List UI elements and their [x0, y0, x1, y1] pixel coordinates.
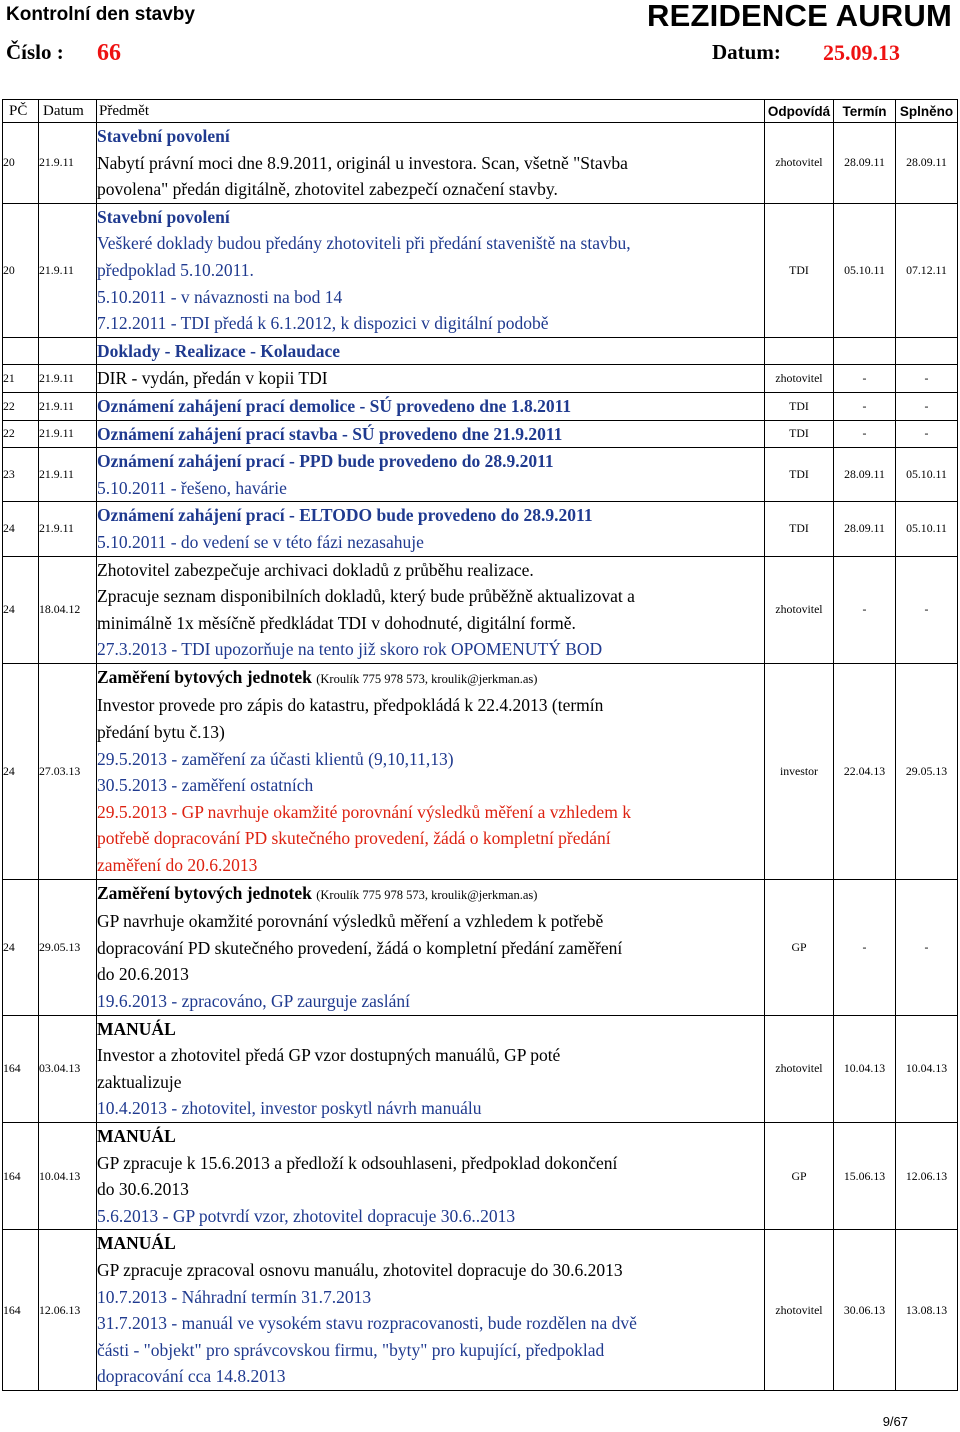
item-line: 29.5.2013 - GP navrhuje okamžité porovnání výsledků měření a vzhledem k	[97, 801, 631, 822]
cell-empty	[3, 337, 39, 365]
cell-termin: 28.09.11	[834, 502, 896, 556]
cell-pc: 24	[3, 556, 39, 663]
cell-pc: 22	[3, 392, 39, 420]
cell-predmet	[97, 420, 765, 448]
item-line: Oznámení zahájení prací stavba - SÚ provedeno dne 21.9.2011	[97, 423, 563, 444]
col-header-termin: Termín	[834, 100, 896, 123]
cell-datum: 10.04.13	[39, 1122, 97, 1229]
cell-splneno: 10.04.13	[896, 1015, 958, 1122]
item-heading: MANUÁL	[97, 1233, 176, 1254]
item-heading: MANUÁL	[97, 1018, 176, 1039]
cell-predmet	[97, 879, 765, 1015]
table-row	[3, 1015, 958, 1122]
item-line: Zhotovitel zabezpečuje archivaci dokladů z průběhu realizace.	[97, 559, 534, 580]
item-line: 19.6.2013 - zpracováno, GP zaurguje zaslání	[97, 991, 410, 1011]
item-line: 5.10.2011 - řešeno, havárie	[97, 477, 287, 498]
item-line: předání bytu č.13)	[97, 722, 225, 743]
item-line: předpoklad 5.10.2011.	[97, 259, 254, 280]
cell-termin: 28.09.11	[834, 123, 896, 204]
cell-splneno: -	[896, 365, 958, 393]
cell-odpovida: TDI	[765, 502, 834, 556]
item-heading: Stavební povolení	[97, 126, 230, 146]
item-line: dopracování cca 14.8.2013	[97, 1366, 286, 1387]
cell-odpovida: TDI	[765, 392, 834, 420]
cell-datum: 21.9.11	[39, 365, 97, 393]
cell-termin: 28.09.11	[834, 448, 896, 502]
cell-odpovida: GP	[765, 1122, 834, 1229]
contact-note: (Kroulík 775 978 573, kroulik@jerkman.as)	[316, 887, 538, 902]
cell-splneno: 28.09.11	[896, 123, 958, 204]
cell-splneno: -	[896, 392, 958, 420]
item-line: 31.7.2013 - manuál ve vysokém stavu rozpracovanosti, bude rozdělen na dvě	[97, 1313, 637, 1334]
cell-termin: 22.04.13	[834, 663, 896, 879]
item-heading: MANUÁL	[97, 1125, 176, 1146]
cell-splneno: 13.08.13	[896, 1230, 958, 1391]
cell-odpovida: zhotovitel	[765, 556, 834, 663]
cell-datum: 21.9.11	[39, 392, 97, 420]
item-heading: Zaměření bytových jednotek	[97, 666, 312, 687]
item-line: zaktualizuje	[97, 1071, 182, 1092]
document-title: Kontrolní den stavby	[6, 4, 195, 25]
item-line: do 30.6.2013	[97, 1179, 189, 1200]
item-line: 30.5.2013 - zaměření ostatních	[97, 775, 314, 796]
table-row	[3, 448, 958, 502]
cell-empty	[765, 337, 834, 365]
item-line: GP navrhuje okamžité porovnání výsledků měření a vzhledem k potřebě	[97, 911, 604, 932]
cell-termin: 15.06.13	[834, 1122, 896, 1229]
item-line: části - "objekt" pro správcovskou firmu, "byty" pro kupující, předpoklad	[97, 1339, 605, 1360]
cell-splneno: 05.10.11	[896, 502, 958, 556]
cell-pc: 23	[3, 448, 39, 502]
table-row	[3, 365, 958, 393]
cell-pc: 164	[3, 1015, 39, 1122]
item-line: Veškeré doklady budou předány zhotoviteli při předání staveniště na stavbu,	[97, 233, 631, 254]
item-line: 5.10.2011 - do vedení se v této fázi nezasahuje	[97, 531, 424, 552]
number-label: Číslo :	[6, 40, 64, 64]
col-header-datum: Datum	[39, 100, 97, 123]
cell-termin: 10.04.13	[834, 1015, 896, 1122]
cell-odpovida: zhotovitel	[765, 1015, 834, 1122]
table-row	[3, 203, 958, 337]
cell-predmet	[97, 365, 765, 393]
cell-splneno: 07.12.11	[896, 203, 958, 337]
number-value: 66	[97, 40, 121, 66]
cell-predmet	[97, 123, 765, 204]
item-line: 10.7.2013 - Náhradní termín 31.7.2013	[97, 1286, 372, 1307]
cell-splneno: -	[896, 556, 958, 663]
cell-odpovida: TDI	[765, 448, 834, 502]
table-row	[3, 879, 958, 1015]
col-header-splneno: Splněno	[896, 100, 958, 123]
cell-odpovida: TDI	[765, 203, 834, 337]
item-heading: Zaměření bytových jednotek	[97, 882, 312, 903]
cell-odpovida: zhotovitel	[765, 123, 834, 204]
item-line: 29.5.2013 - zaměření za účasti klientů (9,10,11,13)	[97, 748, 454, 769]
cell-pc: 20	[3, 203, 39, 337]
item-line: Oznámení zahájení prací - ELTODO bude provedeno do 28.9.2011	[97, 505, 593, 526]
cell-odpovida: zhotovitel	[765, 1230, 834, 1391]
item-line: povolena" předán digitálně, zhotovitel zabezpečí označení stavby.	[97, 179, 558, 200]
cell-predmet	[97, 203, 765, 337]
cell-predmet	[97, 1230, 765, 1391]
cell-pc: 21	[3, 365, 39, 393]
cell-splneno: 12.06.13	[896, 1122, 958, 1229]
table-row	[3, 556, 958, 663]
cell-pc: 22	[3, 420, 39, 448]
cell-pc: 24	[3, 879, 39, 1015]
item-line: 5.6.2013 - GP potvrdí vzor, zhotovitel dopracuje 30.6..2013	[97, 1205, 516, 1226]
item-line: 5.10.2011 - v návaznosti na bod 14	[97, 286, 343, 307]
item-line: 10.4.2013 - zhotovitel, investor poskytl návrh manuálu	[97, 1098, 482, 1119]
col-header-predmet: Předmět	[97, 100, 765, 123]
item-line: DIR - vydán, předán v kopii TDI	[97, 368, 328, 389]
cell-termin: -	[834, 365, 896, 393]
item-line: GP zpracuje zpracoval osnovu manuálu, zhotovitel dopracuje do 30.6.2013	[97, 1259, 623, 1280]
item-heading: Stavební povolení	[97, 206, 230, 227]
cell-datum: 21.9.11	[39, 203, 97, 337]
date-label: Datum:	[712, 40, 781, 64]
section-row	[3, 337, 958, 365]
cell-empty	[896, 337, 958, 365]
cell-pc: 20	[3, 123, 39, 204]
table-row	[3, 502, 958, 556]
cell-datum: 29.05.13	[39, 879, 97, 1015]
table-row	[3, 663, 958, 879]
page-number: 9/67	[882, 1414, 908, 1429]
cell-empty	[834, 337, 896, 365]
item-line: potřebě dopracování PD skutečného provedení, žádá o kompletní předání	[97, 828, 611, 849]
cell-datum: 18.04.12	[39, 556, 97, 663]
cell-datum: 27.03.13	[39, 663, 97, 879]
section-heading: Doklady - Realizace - Kolaudace	[97, 340, 341, 361]
item-line: Nabytí právní moci dne 8.9.2011, originál u investora. Scan, všetně "Stavba	[97, 152, 628, 173]
table-header-row	[3, 100, 958, 123]
table-row	[3, 1122, 958, 1229]
item-line: 27.3.2013 - TDI upozorňuje na tento již skoro rok OPOMENUTÝ BOD	[97, 639, 603, 660]
cell-predmet	[97, 392, 765, 420]
cell-predmet	[97, 663, 765, 879]
cell-splneno: 29.05.13	[896, 663, 958, 879]
cell-predmet	[97, 1122, 765, 1229]
table-row	[3, 392, 958, 420]
cell-pc: 24	[3, 502, 39, 556]
table-row	[3, 420, 958, 448]
cell-datum: 21.9.11	[39, 448, 97, 502]
cell-odpovida: investor	[765, 663, 834, 879]
item-line: 7.12.2011 - TDI předá k 6.1.2012, k dispozici v digitální podobě	[97, 313, 549, 334]
cell-termin: 05.10.11	[834, 203, 896, 337]
cell-predmet	[97, 1015, 765, 1122]
item-line: Oznámení zahájení prací - PPD bude provedeno do 28.9.2011	[97, 451, 554, 472]
cell-pc: 164	[3, 1122, 39, 1229]
cell-odpovida: TDI	[765, 420, 834, 448]
cell-datum: 21.9.11	[39, 420, 97, 448]
cell-termin: -	[834, 556, 896, 663]
cell-odpovida: GP	[765, 879, 834, 1015]
cell-empty	[39, 337, 97, 365]
cell-predmet	[97, 556, 765, 663]
minutes-table	[2, 99, 958, 1391]
item-line: do 20.6.2013	[97, 964, 189, 985]
item-line: dopracování PD skutečného provedení, žádá o kompletní předání zaměření	[97, 937, 623, 958]
item-line: Investor provede pro zápis do katastru, předpokládá k 22.4.2013 (termín	[97, 695, 604, 716]
cell-splneno: 05.10.11	[896, 448, 958, 502]
item-line: Zpracuje seznam disponibilních dokladů, který bude průběžně aktualizovat a	[97, 586, 635, 607]
date-value: 25.09.13	[823, 40, 900, 65]
cell-datum: 21.9.11	[39, 502, 97, 556]
cell-termin: 30.06.13	[834, 1230, 896, 1391]
cell-splneno: -	[896, 420, 958, 448]
cell-pc: 24	[3, 663, 39, 879]
cell-pc: 164	[3, 1230, 39, 1391]
contact-note: (Kroulík 775 978 573, kroulik@jerkman.as)	[316, 671, 538, 686]
item-line: GP zpracuje k 15.6.2013 a předloží k odsouhlaseni, předpoklad dokončení	[97, 1152, 618, 1173]
item-line: minimálně 1x měsíčně předkládat TDI v dohodnuté, digitální formě.	[97, 612, 576, 633]
cell-predmet	[97, 448, 765, 502]
table-row	[3, 1230, 958, 1391]
cell-datum: 21.9.11	[39, 123, 97, 204]
cell-datum: 03.04.13	[39, 1015, 97, 1122]
item-line: Investor a zhotovitel předá GP vzor dostupných manuálů, GP poté	[97, 1045, 561, 1066]
item-line: zaměření do 20.6.2013	[97, 855, 258, 876]
cell-predmet	[97, 502, 765, 556]
col-header-pc: PČ	[3, 100, 39, 123]
cell-termin: -	[834, 392, 896, 420]
table-row	[3, 123, 958, 204]
cell-datum: 12.06.13	[39, 1230, 97, 1391]
project-name: REZIDENCE AURUM	[647, 0, 952, 33]
section-heading-cell	[97, 337, 765, 365]
cell-splneno: -	[896, 879, 958, 1015]
col-header-odpovida: Odpovídá	[765, 100, 834, 123]
cell-odpovida: zhotovitel	[765, 365, 834, 393]
cell-termin: -	[834, 879, 896, 1015]
cell-termin: -	[834, 420, 896, 448]
item-line: Oznámení zahájení prací demolice - SÚ provedeno dne 1.8.2011	[97, 395, 572, 416]
